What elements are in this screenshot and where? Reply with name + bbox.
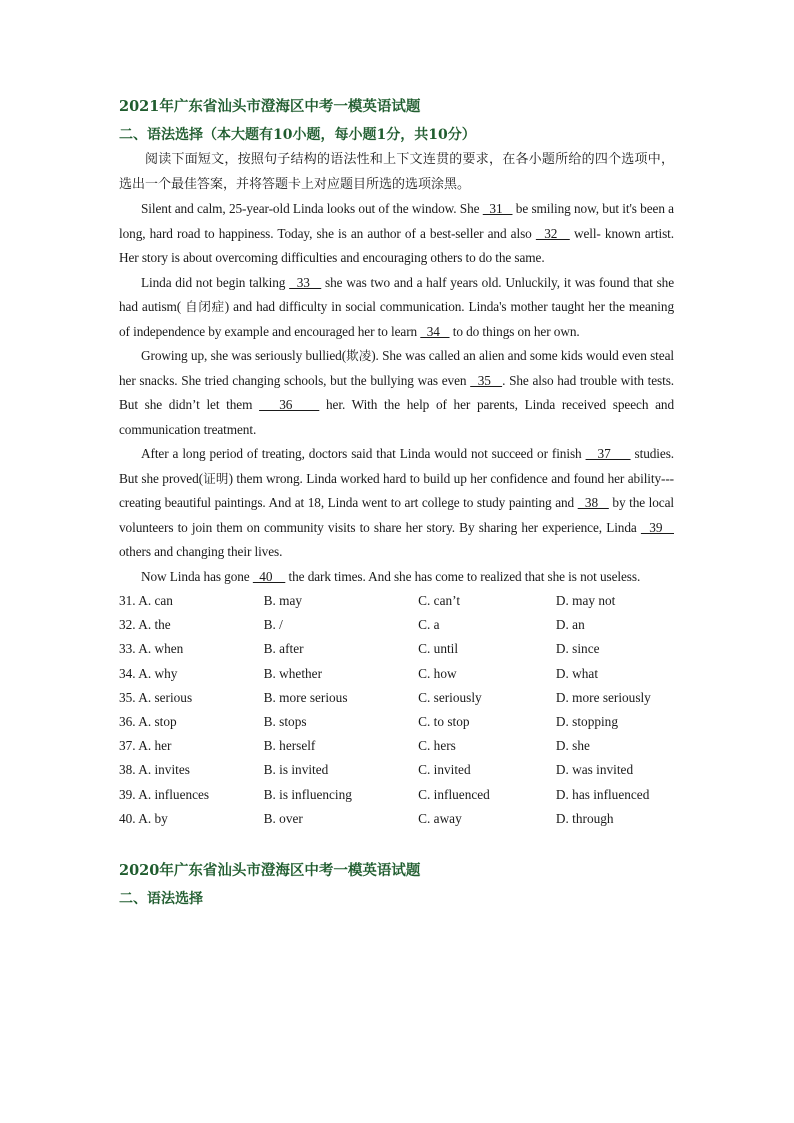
option-a: 31. A. can — [119, 593, 173, 608]
option-c: C. can’t — [418, 593, 461, 608]
passage-text: Linda did not begin talking — [141, 274, 290, 290]
option-b: B. / — [263, 617, 283, 633]
option-b: B. whether — [263, 665, 322, 681]
option-row — [119, 637, 674, 661]
passage-text: be smiling now, but it's been a long, hard road to happiness. Today, she is an author of a best-seller and also — [119, 201, 674, 241]
document-page — [119, 96, 674, 912]
document-title: 2021年广东省汕头市澄海区中考一模英语试题 — [119, 98, 421, 115]
option-c: C. seriously — [418, 689, 482, 705]
option-c: C. until — [418, 641, 459, 657]
passage-text: studies. But she proved( — [119, 446, 674, 486]
option-a: 39. A. influences — [119, 786, 210, 802]
option-row — [119, 613, 674, 637]
passage-text: she was two and a half years old. Unluckily, it was found that she had autism( — [119, 274, 674, 314]
option-row — [119, 807, 674, 831]
option-row — [119, 758, 674, 782]
option-c: C. away — [418, 810, 462, 826]
option-b: B. more serious — [263, 689, 348, 705]
passage-text: Growing up, she was seriously bullied( — [141, 348, 347, 363]
blank-32: 32 — [535, 225, 570, 241]
option-row — [119, 710, 674, 734]
option-d: D. through — [555, 810, 614, 826]
passage-text: Silent and calm, 25-year-old Linda looks out of the window. She — [141, 201, 483, 216]
option-b: B. stops — [263, 713, 307, 729]
section-heading: 二、语法选择（本大题有10小题，每小题1分，共10分） — [119, 127, 476, 143]
passage-text: others and changing their lives. — [119, 544, 283, 559]
option-d: D. may not — [555, 593, 616, 608]
chinese-gloss: 欺凌 — [346, 348, 372, 363]
passage-text: Now Linda has gone — [141, 568, 253, 584]
blank-37: 37 — [585, 446, 631, 461]
option-c: C. how — [418, 665, 457, 681]
option-row — [119, 686, 674, 710]
passage-text: her. With the help of her parents, Linda received speech and communication treatment. — [119, 397, 674, 437]
passage-paragraph-4 — [119, 442, 674, 565]
option-d: D. stopping — [555, 713, 618, 729]
option-a: 32. A. the — [119, 617, 171, 633]
passage-text: After a long period of treating, doctors said that Linda would not succeed or finish — [141, 446, 586, 461]
option-row — [119, 589, 674, 613]
option-d: D. she — [555, 738, 590, 754]
option-row — [119, 662, 674, 686]
option-b: B. after — [263, 641, 304, 657]
option-d: D. more seriously — [555, 689, 651, 705]
option-row — [119, 783, 674, 807]
blank-31: 31 — [482, 201, 513, 216]
chinese-gloss: 自闭症 — [185, 299, 225, 314]
option-b: B. is influencing — [263, 786, 352, 802]
passage-paragraph-1 — [119, 197, 674, 271]
passage-text: . She also had trouble with tests. But she didn’t let them — [119, 372, 674, 412]
option-c: C. hers — [418, 738, 456, 754]
blank-38: 38 — [577, 495, 609, 510]
blank-39: 39 — [640, 519, 674, 535]
option-d: D. has influenced — [555, 786, 650, 802]
option-c: C. to stop — [418, 713, 470, 729]
passage-paragraph-3 — [119, 344, 674, 442]
document-title-2020: 2020年广东省汕头市澄海区中考一模英语试题 — [119, 861, 421, 879]
option-d: D. was invited — [555, 762, 634, 778]
option-b: B. is invited — [263, 762, 329, 778]
option-c: C. invited — [418, 762, 471, 778]
option-b: B. over — [263, 810, 303, 826]
instructions: 阅读下面短文，按照句子结构的语法性和上下文连贯的要求，在各小题所给的四个选项中，选出一个最佳答案，并将答题卡上对应题目所选的选项涂黑。 — [119, 152, 674, 192]
blank-35: 35 — [470, 372, 503, 388]
option-c: C. influenced — [418, 786, 490, 802]
passage-text: by the local volunteers to join them on community visits to share her story. By sharing her experience, Linda — [119, 495, 674, 535]
blank-36: 36 — [259, 397, 320, 412]
option-c: C. a — [418, 617, 440, 633]
section-heading-2020: 二、语法选择 — [119, 890, 203, 907]
passage-text: well- known artist. Her story is about overcoming difficulties and encouraging others to do the same. — [119, 225, 674, 265]
option-a: 36. A. stop — [119, 713, 177, 729]
option-a: 33. A. when — [119, 641, 184, 657]
option-d: D. since — [555, 641, 600, 657]
option-a: 40. A. by — [119, 810, 168, 826]
passage-text: ) and had difficulty in social communication. Linda's mother taught her the meaning of independence by example and encouraged her to learn — [119, 299, 674, 339]
option-b: B. may — [263, 593, 303, 608]
blank-33: 33 — [289, 274, 322, 290]
option-a: 37. A. her — [119, 738, 172, 754]
answer-options — [119, 589, 674, 831]
option-a: 38. A. invites — [119, 762, 190, 778]
chinese-gloss: 证明 — [202, 470, 229, 486]
passage-paragraph-2 — [119, 271, 674, 345]
passage-text: ) them wrong. Linda worked hard to build up her confidence and found her ability--- creating beautiful paintings. And at 18, Linda went to art college to study painting and — [119, 470, 675, 510]
option-d: D. an — [555, 617, 585, 633]
option-a: 35. A. serious — [119, 689, 193, 705]
option-b: B. herself — [263, 738, 316, 754]
passage-text: ). She was called an alien and some kids would even steal her snacks. She tried changing schools, but the bullying was even — [119, 348, 674, 388]
option-d: D. what — [555, 665, 599, 681]
option-row — [119, 734, 674, 758]
passage-text: the dark times. And she has come to realized that she is not useless. — [285, 568, 641, 584]
passage-text: to do things on her own. — [449, 323, 580, 339]
passage-paragraph-5 — [119, 565, 674, 590]
blank-40: 40 — [252, 568, 286, 584]
blank-34: 34 — [420, 323, 450, 339]
option-a: 34. A. why — [119, 665, 178, 681]
